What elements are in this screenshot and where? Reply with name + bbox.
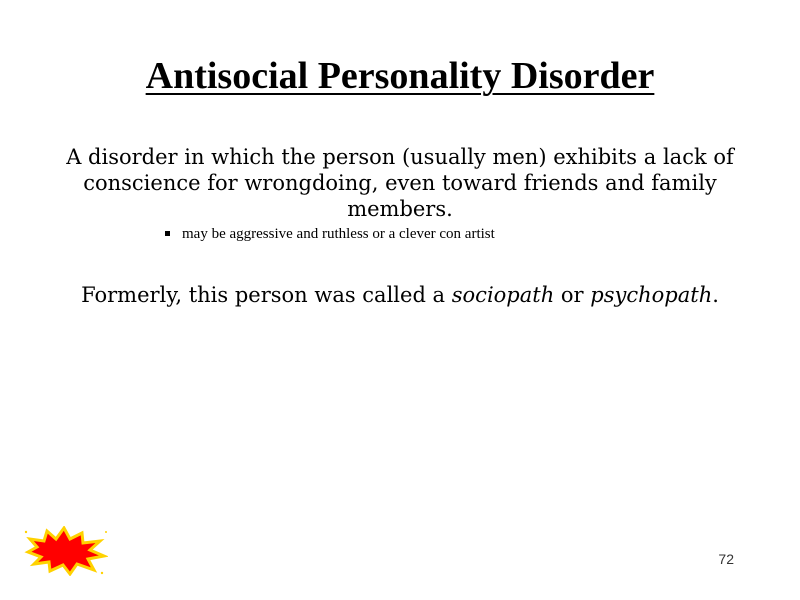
term-sociopath: sociopath (451, 283, 555, 307)
formerly-connector: or (554, 283, 591, 307)
burst-spark (101, 572, 103, 574)
bullet-item (165, 225, 495, 243)
page-number: 72 (718, 551, 734, 567)
bullet-square-icon (165, 231, 170, 236)
explosion-burst-icon (22, 526, 108, 576)
formerly-prefix: Formerly, this person was called a (81, 283, 452, 307)
formerly-suffix: . (712, 283, 719, 307)
term-psychopath: psychopath (590, 283, 713, 307)
burst-spark (25, 531, 27, 533)
burst-shape (28, 528, 104, 574)
slide-title: Antisocial Personality Disorder (145, 55, 655, 97)
burst-spark (105, 531, 107, 533)
bullet-text: may be aggressive and ruthless or a clever con artist (182, 226, 495, 242)
definition-text: A disorder in which the person (usually men) exhibits a lack of conscience for wrongdoing, even toward friends and family members. (66, 145, 734, 221)
formerly-text (0, 282, 800, 308)
